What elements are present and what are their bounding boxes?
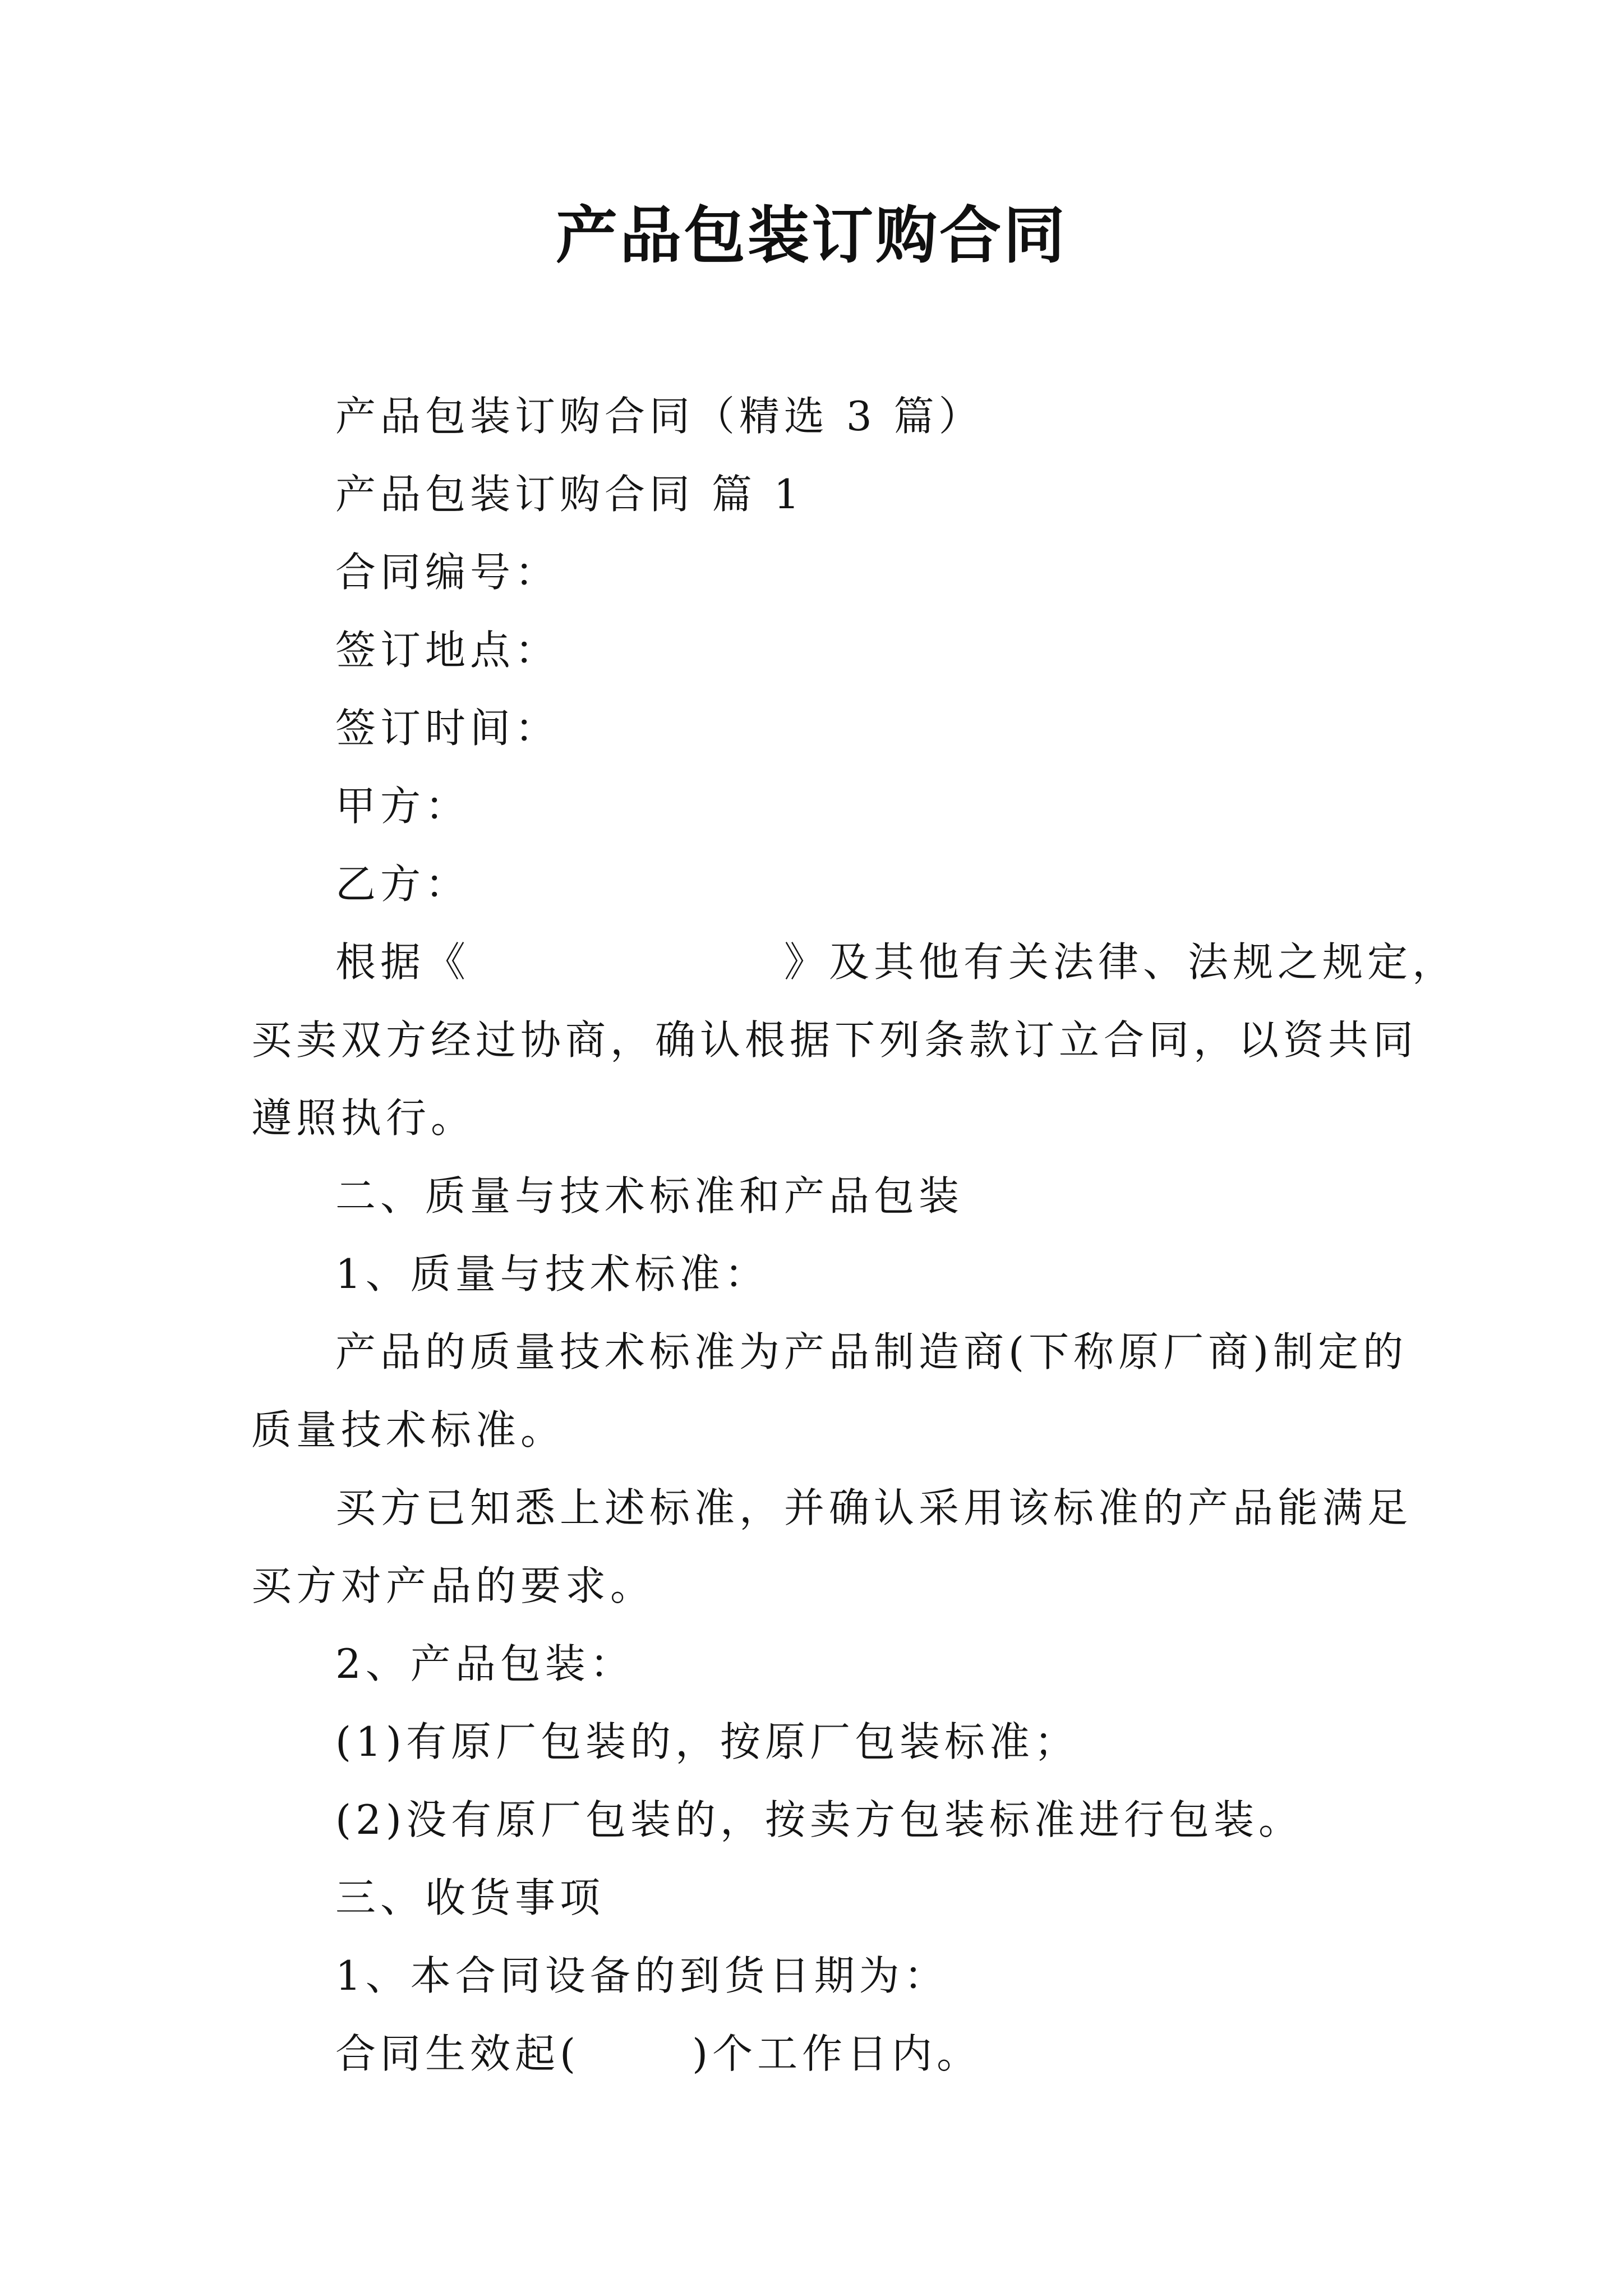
party-a-field: 甲方： [335,783,471,830]
section-heading: 产品包装订购合同 篇 1 [335,471,804,518]
packaging-rule-2: (2)没有原厂包装的，按卖方包装标准进行包装。 [335,1796,1303,1843]
delivery-deadline-line [251,2015,1395,2093]
buyer-acknowledgement-line-2: 买方对产品的要求。 [251,1562,656,1609]
contract-number-field: 合同编号： [335,549,560,596]
section-2-heading: 二、质量与技术标准和产品包装 [335,1172,964,1220]
preamble-end: 》及其他有关法律、法规之规定， [784,938,1458,986]
delivery-start: 合同生效起( [335,2030,580,2077]
signing-place-field: 签订地点： [335,627,560,674]
party-b-field: 乙方： [335,861,471,908]
section-2-item-2-heading: 2、产品包装： [335,1640,635,1687]
quality-standard-line-1: 产品的质量技术标准为产品制造商(下称原厂商)制定的 [335,1328,1408,1375]
section-2-item-1-heading: 1、质量与技术标准： [335,1250,769,1297]
section-3-heading: 三、收货事项 [335,1874,605,1921]
buyer-acknowledgement-line-1: 买方已知悉上述标准，并确认采用该标准的产品能满足 [335,1484,1413,1531]
preamble-start: 根据《 [335,938,471,986]
delivery-end: )个工作日内。 [692,2030,982,2077]
signing-time-field: 签订时间： [335,705,560,752]
document-title: 产品包装订购合同 [556,199,1067,272]
packaging-rule-1: (1)有原厂包装的，按原厂包装标准； [335,1718,1079,1765]
section-3-item-1-heading: 1、本合同设备的到货日期为： [335,1952,949,1999]
document-subtitle: 产品包装订购合同（精选 3 篇） [335,393,984,440]
preamble-line-3: 遵照执行。 [251,1094,476,1142]
document-body [251,378,1458,2093]
preamble-line-1 [251,923,1458,1001]
quality-standard-line-2: 质量技术标准。 [251,1406,566,1453]
preamble-line-2: 买卖双方经过协商，确认根据下列条款订立合同，以资共同 [251,1016,1418,1064]
